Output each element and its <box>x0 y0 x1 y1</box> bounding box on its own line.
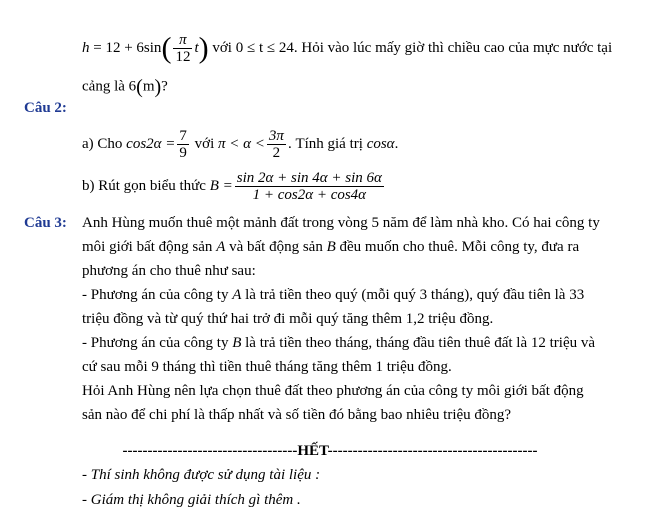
q3l2-c: đều muốn cho thuê. Mỗi công ty, đưa ra <box>335 239 580 255</box>
q2a-end: . Tính giá trị <box>287 135 367 152</box>
q2a-cos: cos2α = <box>126 135 176 152</box>
paren-close: ) <box>198 31 209 65</box>
unit-m: m <box>142 78 155 95</box>
q2a-prefix: a) Cho <box>82 135 127 152</box>
q2a-dot: . <box>394 135 399 152</box>
fraction-denominator: 12 <box>175 49 191 65</box>
q3-line3: phương án cho thuê như sau: <box>82 263 256 279</box>
q3l2-company-a: A <box>216 239 226 255</box>
formula-eq: = 12 + 6sin <box>93 39 162 56</box>
time-range: 0 ≤ t ≤ 24 <box>235 39 294 56</box>
q2a-frac2-num: 3π <box>268 128 284 144</box>
q3l6-company-b: B <box>232 335 242 351</box>
q3l2-company-b: B <box>326 239 336 255</box>
q2a-frac-den: 9 <box>179 145 187 161</box>
q3-line6 <box>82 333 595 353</box>
q2b-fraction <box>235 170 384 203</box>
q2a-target: cosα <box>366 135 395 152</box>
formula-h: h <box>82 39 90 56</box>
question-2a <box>82 128 398 161</box>
formula-fraction <box>173 32 192 65</box>
q2a-with: với <box>190 135 219 152</box>
q3l6-a: - Phương án của công ty <box>82 335 233 351</box>
footer-note-1: - Thí sinh không được sử dụng tài liệu : <box>82 467 321 483</box>
fraction-numerator: π <box>173 32 192 49</box>
q3-line8: Hỏi Anh Hùng nên lựa chọn thuê đất theo phương án của công ty môi giới bất động <box>82 383 584 399</box>
q3-line1: Anh Hùng muốn thuê một mảnh đất trong vòng 5 năm để làm nhà kho. Có hai công ty <box>82 215 600 231</box>
formula-t: t <box>194 39 199 56</box>
footer-note-2: - Giám thị không giải thích gì thêm . <box>82 492 301 508</box>
q3l2-b: và bất động sản <box>225 239 327 255</box>
q3l6-b: là trả tiền theo tháng, tháng đầu tiên thuê đất là 12 triệu và <box>241 335 596 351</box>
paren-close-unit: ) <box>154 76 162 98</box>
line2-text: cảng là 6 <box>82 78 137 95</box>
q2a-fraction2 <box>267 128 286 161</box>
q3l4-b: là trả tiền theo quý (mỗi quý 3 tháng), quý đầu tiên là 33 <box>241 287 585 303</box>
q2a-fraction <box>177 128 189 161</box>
end-mark: -----------------------------------HẾT------------------------------------------ <box>122 443 538 459</box>
q2b-var: B = <box>209 177 233 194</box>
prev-question-line1 <box>82 32 612 65</box>
q2b-frac-num: sin 2α + sin 4α + sin 6α <box>236 170 382 186</box>
q3-line2 <box>82 237 579 257</box>
q3-line5: triệu đồng và từ quý thứ hai trở đi mỗi quý tăng thêm 1,2 triệu đồng. <box>82 311 494 327</box>
q3-line9: sản nào để chi phí là thấp nhất và số tiền đó bằng bao nhiêu triệu đồng? <box>82 407 512 423</box>
q2a-range: π < α < <box>218 135 265 152</box>
q2a-frac2-den: 2 <box>272 145 281 161</box>
q3-line7: cứ sau mỗi 9 tháng thì tiền thuê tháng tăng thêm 1 triệu đồng. <box>82 359 452 375</box>
q3l4-company-a: A <box>232 287 242 303</box>
q3l2-a: môi giới bất động sản <box>82 239 217 255</box>
line2-end: ? <box>161 78 168 95</box>
prev-question-line2 <box>82 72 168 102</box>
q3l4-a: - Phương án của công ty <box>82 287 233 303</box>
q2b-frac-den: 1 + cos2α + cos4α <box>252 187 367 203</box>
text-with: với <box>208 39 236 56</box>
q2a-frac-num: 7 <box>179 128 187 144</box>
paren-open: ( <box>161 31 172 65</box>
question-3-label: Câu 3: <box>24 215 67 231</box>
question-text: . Hỏi vào lúc mấy giờ thì chiều cao của mực nước tại <box>293 39 613 56</box>
question-2b <box>82 170 386 203</box>
question-2-label: Câu 2: <box>24 100 67 116</box>
q2b-prefix: b) Rút gọn biểu thức <box>82 177 210 194</box>
paren-open-unit: ( <box>136 76 143 98</box>
q3-line4 <box>82 285 584 305</box>
